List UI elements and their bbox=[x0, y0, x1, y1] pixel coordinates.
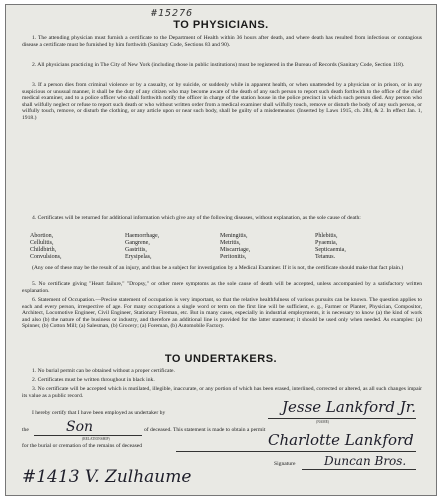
signature-line bbox=[302, 469, 416, 470]
of-deceased-text: of deceased. This statement is made to obtain a permit bbox=[144, 427, 266, 433]
disease-item: Metritis, bbox=[220, 240, 241, 246]
physicians-para-2: 2. All physicians practicing in The City of New York (including those in public institutions) must be registered in the Bureau of Records (Sanitary Code, Section 118). bbox=[32, 62, 405, 68]
physicians-para-6: 6. Statement of Occupation.—Precise statement of occupation is very important, so that the relative healthfulness of various pursuits can be known. The question applies to each and every person, irrespective of age. For many occupations a single word or term on the first line will be sufficient, e. g., Farmer or Planter, Physician, Compositor, Architect, Locomotive Engineer, Civil Engineer, Stationary Fireman, etc. But in many cases, especially in industrial employments, it is necessary to know (a) the kind of work and also (b) the nature of the business or industry, and therefore an additional line is provided for the latter statement; it should be used only when needed. As examples: (a) Spinner, (b) Cotton Mill; (a) Salesman, (b) Grocery; (a) Foreman, (b) Automobile Factory. bbox=[22, 297, 422, 330]
relationship-caption: (RELATIONSHIP) bbox=[82, 437, 110, 441]
reference-number: #15276 bbox=[151, 8, 194, 19]
burial-statement: for the burial or cremation of the remains of deceased bbox=[22, 443, 143, 449]
disease-item: Gangrene, bbox=[125, 240, 150, 246]
signature-handwriting: Duncan Bros. bbox=[324, 454, 407, 468]
disease-item: Abortion, bbox=[30, 233, 54, 239]
disease-item: Convulsions, bbox=[30, 254, 62, 260]
death-certificate-back bbox=[5, 4, 437, 496]
employer-name-handwriting: Jesse Lankford Jr. bbox=[282, 398, 417, 416]
disease-item: Haemorrhage, bbox=[125, 233, 160, 239]
disease-item: Tetanus. bbox=[315, 254, 336, 260]
employer-name-line bbox=[268, 418, 416, 419]
disease-item: Phlebitis, bbox=[315, 233, 338, 239]
disease-item: Gastritis, bbox=[125, 247, 147, 253]
physicians-para-5: 5. No certificate giving "Heart failure," "Dropsy," or other mere symptoms as the sole cause of death will be accepted, unless accompanied by a satisfactory written explanation. bbox=[22, 281, 422, 294]
deceased-name-handwriting: Charlotte Lankford bbox=[268, 431, 414, 449]
physicians-para-3: 3. If a person dies from criminal violence or by a casualty, or by suicide, or suddenly while in apparent health, or when unattended by a physician or in prison, or in any suspicious or unusual manner, it shall be the duty of any citizen who may become aware of the death of any such person to report such death forthwith to the office of the chief medical examiner, and to a police officer who shall forthwith notify the officer in charge of the station house in the police precinct in which such person died. Any person who shall wilfully neglect or refuse to report such death or who without written order from a medical examiner shall wilfully touch, remove or disturb the body of any such person, or wilfully touch, remove, or disturb the clothing, or any article upon or near such body, shall be guilty of a misdemeanor. (Inserted by Laws 1915, ch. 284, & 2. In effect Jan. 1, 1918.) bbox=[22, 82, 422, 121]
disease-item: Peritonitis, bbox=[220, 254, 247, 260]
relationship-line bbox=[34, 435, 142, 436]
deceased-name-line bbox=[176, 451, 416, 452]
name-caption: (NAME) bbox=[316, 420, 329, 424]
physicians-note: (Any one of these may be the result of an injury, and thus be a subject for investigation by a Medical Examiner. If it is not, the certificate should make that fact plain.) bbox=[32, 265, 404, 271]
the-label: the bbox=[22, 427, 29, 433]
disease-item: Meningitis, bbox=[220, 233, 248, 239]
disease-item: Erysipelas, bbox=[125, 254, 152, 260]
disease-item: Miscarriage, bbox=[220, 247, 251, 253]
disease-item: Childbirth, bbox=[30, 247, 57, 253]
disease-list bbox=[30, 233, 410, 261]
undertakers-para-1: 1. No burial permit can be obtained without a proper certificate. bbox=[32, 368, 175, 374]
undertakers-title: TO UNDERTAKERS. bbox=[164, 353, 278, 365]
signature-label: Signature bbox=[274, 461, 296, 467]
disease-item: Cellulitis, bbox=[30, 240, 54, 246]
disease-item: Pyaemia, bbox=[315, 240, 338, 246]
physicians-title: TO PHYSICIANS. bbox=[173, 19, 269, 31]
physicians-para-4: 4. Certificates will be returned for additional information which give any of the following diseases, without explanation, as the sole cause of death: bbox=[32, 215, 361, 221]
relationship-handwriting: Son bbox=[66, 419, 94, 435]
undertakers-para-3: 3. No certificate will be accepted which is mutilated, illegible, inaccurate, or any portion of which has been erased, interlined, corrected or altered, as all such changes impair its value as a public record. bbox=[22, 386, 422, 399]
physicians-para-1: 1. The attending physician must furnish a certificate to the Department of Health within 36 hours after death, and where death has resulted from infectious or contagious disease a certificate must be furnished by him forthwith (Sanitary Code, Sections 83 and 90). bbox=[22, 35, 422, 48]
undertakers-para-2: 2. Certificates must be written throughout in black ink. bbox=[32, 377, 155, 383]
bottom-handwritten-note: #1413 V. Zulhaume bbox=[22, 467, 192, 487]
disease-item: Septicaemia, bbox=[315, 247, 346, 253]
employment-statement: I hereby certify that I have been employed as undertaker by bbox=[32, 410, 166, 416]
